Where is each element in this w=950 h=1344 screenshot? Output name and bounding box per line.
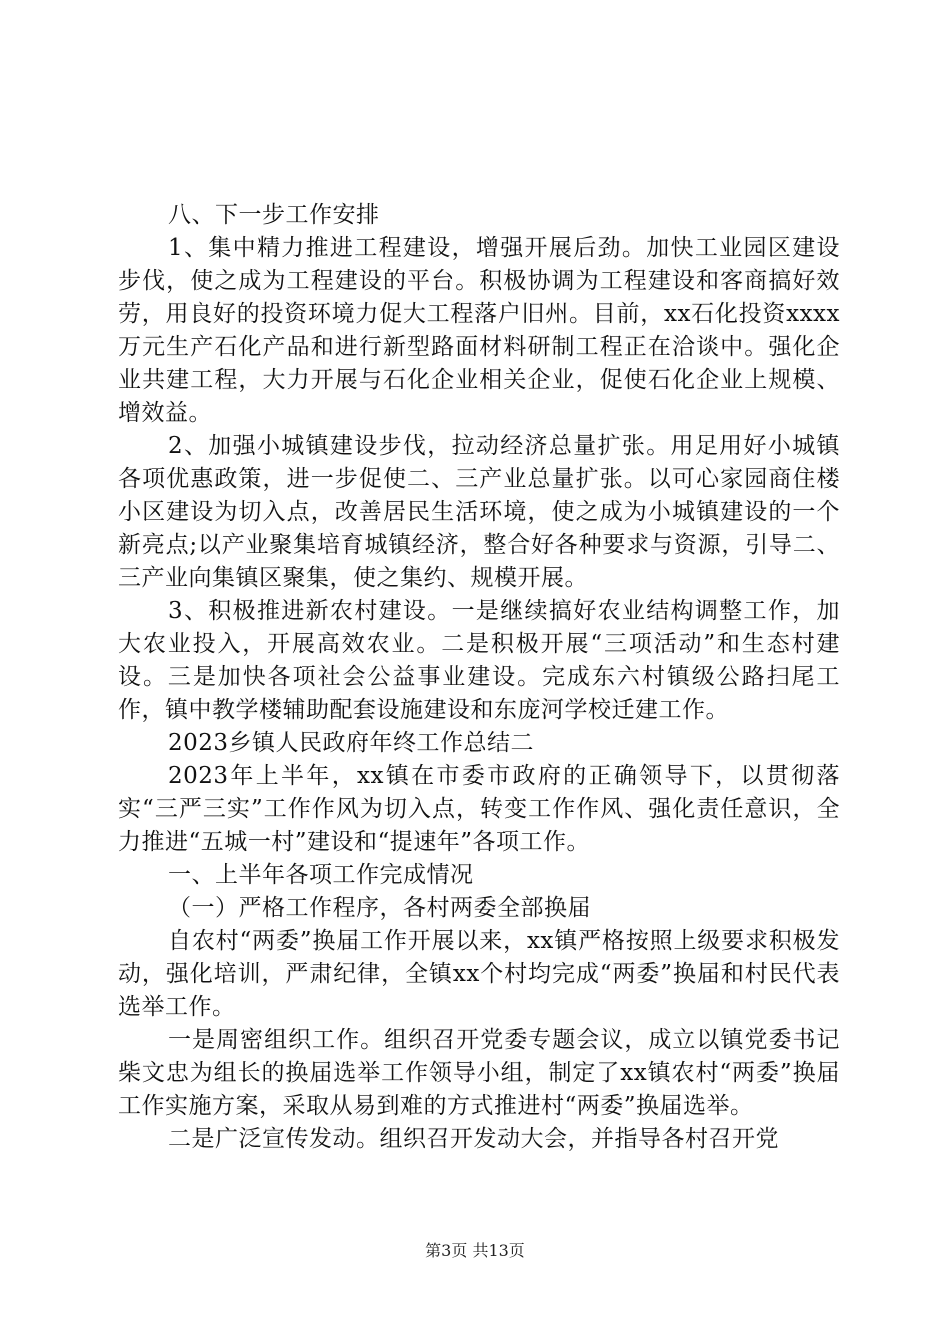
paragraph: 2023年上半年，xx镇在市委市政府的正确领导下，以贯彻落实“三严三实”工作作风为切入点，转变工作作风、强化责任意识，全力推进“五城一村”建设和“提速年”各项工作。: [118, 763, 840, 855]
section-heading: 一、上半年各项工作完成情况: [168, 862, 474, 888]
paragraph: 3、积极推进新农村建设。一是继续搞好农业结构调整工作，加大农业投入，开展高效农业。二是积极开展“三项活动”和生态村建设。三是加快各项社会公益事业建设。完成东六村镇级公路扫尾工作，镇中教学楼辅助配套设施建设和东庞河学校迁建工作。: [118, 598, 840, 723]
paragraph: 1、集中精力推进工程建设，增强开展后劲。加快工业园区建设步伐，使之成为工程建设的平台。积极协调为工程建设和客商搞好效劳，用良好的投资环境力促大工程落户旧州。目前，xx石化投资xxxx万元生产石化产品和进行新型路面材料研制工程正在洽谈中。强化企业共建工程，大力开展与石化企业相关企业，促使石化企业上规模、增效益。: [118, 235, 840, 426]
page-number: 第3页 共13页: [425, 1241, 525, 1260]
paragraph: 自农村“两委”换届工作开展以来，xx镇严格按照上级要求积极发动，强化培训，严肃纪律，全镇xx个村均完成“两委”换届和村民代表选举工作。: [118, 928, 840, 1020]
paragraph: 二是广泛宣传发动。组织召开发动大会，并指导各村召开党: [168, 1126, 779, 1152]
document-body: [118, 199, 840, 1156]
paragraph: 2、加强小城镇建设步伐，拉动经济总量扩张。用足用好小城镇各项优惠政策，进一步促使二、三产业总量扩张。以可心家园商住楼小区建设为切入点，改善居民生活环境，使之成为小城镇建设的一个新亮点;以产业聚集培育城镇经济，整合好各种要求与资源，引导二、三产业向集镇区聚集，使之集约、规模开展。: [118, 433, 840, 591]
subsection-heading: （一）严格工作程序，各村两委全部换届: [168, 895, 591, 921]
section-heading: 八、下一步工作安排: [168, 202, 380, 228]
paragraph: 一是周密组织工作。组织召开党委专题会议，成立以镇党委书记柴文忠为组长的换届选举工作领导小组，制定了xx镇农村“两委”换届工作实施方案，采取从易到难的方式推进村“两委”换届选举。: [118, 1027, 840, 1119]
document-title: 2023乡镇人民政府年终工作总结二: [168, 730, 535, 756]
